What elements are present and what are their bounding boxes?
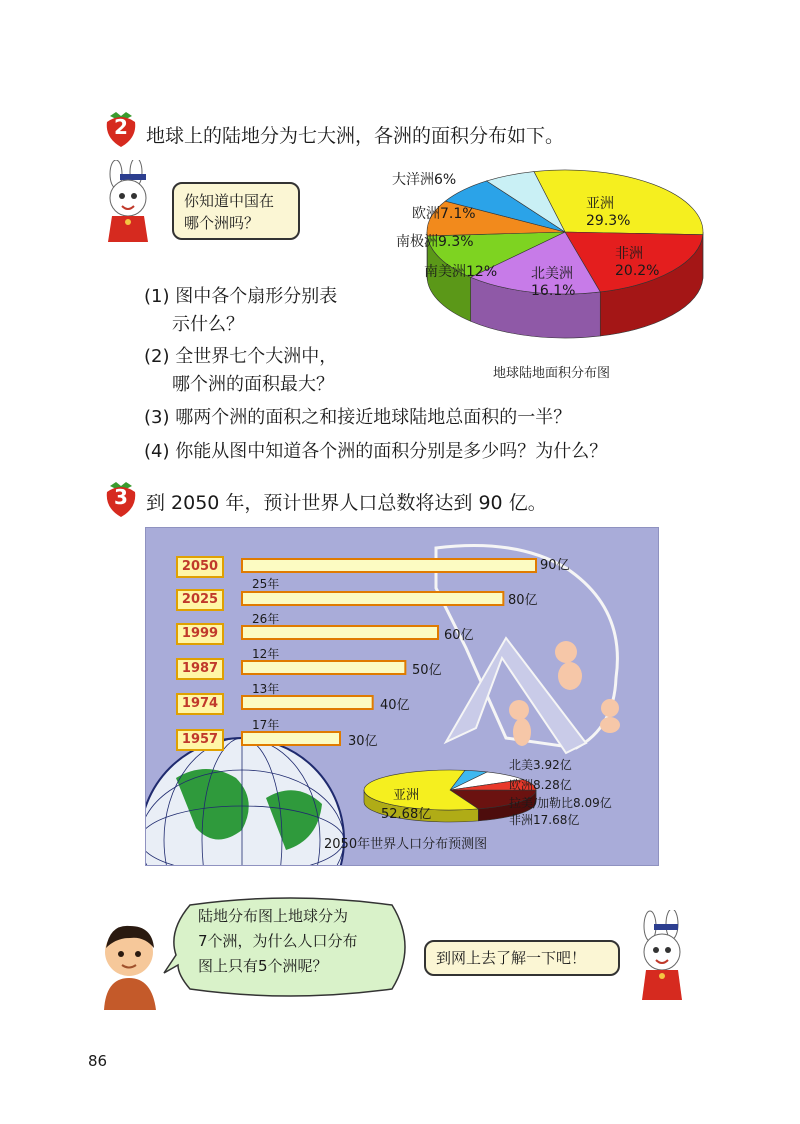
rabbit-question-bubble [172, 182, 300, 240]
year-label-1987: 1987 [176, 658, 224, 680]
year-gap-label: 13年 [252, 682, 280, 696]
pop-pie-caption: 2050年世界人口分布预测图 [324, 837, 488, 852]
rabbit-answer-bubble: 到网上去了解一下吧！ [424, 940, 620, 976]
bubble-line: 哪个洲吗？ [184, 214, 260, 232]
bar-value-2025: 80亿 [508, 593, 538, 608]
year-label-2025: 2025 [176, 589, 224, 611]
question-2: (2) 全世界七个大洲中， 哪个洲的面积最大？ [144, 346, 338, 395]
pie-label-europe: 欧洲7.1% [412, 206, 476, 222]
year-gap-label: 26年 [252, 612, 280, 626]
pie-label-asia: 亚洲 29.3% [586, 196, 631, 229]
bar-value-1999: 60亿 [444, 628, 474, 643]
pie-label-north-america: 北美洲 16.1% [531, 266, 576, 299]
pie-label-oceania: 大洋洲6% [392, 172, 457, 188]
problem-number: 3 [114, 485, 128, 509]
population-panel [145, 527, 659, 866]
problem-text: 地球上的陆地分为七大洲，各洲的面积分布如下。 [146, 125, 565, 147]
rabbit-teacher-icon [96, 160, 160, 246]
year-label-1957: 1957 [176, 729, 224, 751]
bar-value-2050: 90亿 [540, 558, 570, 573]
land-pie-caption: 地球陆地面积分布图 [493, 366, 611, 381]
page-number: 86 [88, 1052, 108, 1070]
boy-character-icon [96, 918, 162, 1010]
pop-label-africa: 非洲17.68亿 [509, 813, 580, 827]
pie-label-south-america: 南美洲12% [424, 264, 498, 280]
pie-label-africa: 非洲 20.2% [615, 246, 660, 279]
bubble-line: 你知道中国在 [184, 192, 275, 210]
question-3: (3) 哪两个洲的面积之和接近地球陆地总面积的一半？ [144, 407, 572, 428]
pop-label-latin-america: 拉美/加勒比8.09亿 [509, 796, 612, 810]
problem-number: 2 [114, 115, 128, 139]
problem-text: 到 2050 年，预计世界人口总数将达到 90 亿。 [146, 492, 547, 514]
bar-value-1974: 40亿 [380, 698, 410, 713]
year-gap-label: 25年 [252, 577, 280, 591]
pop-label-europe: 欧洲8.28亿 [509, 778, 572, 792]
boy-bubble-text: 陆地分布图上地球分为 7个洲，为什么人口分布 图上只有5个洲呢？ [198, 907, 358, 975]
question-4: (4) 你能从图中知道各个洲的面积分别是多少吗？为什么？ [144, 441, 608, 462]
rabbit-teacher-icon [630, 910, 694, 1002]
year-label-1999: 1999 [176, 623, 224, 645]
land-area-pie-chart [418, 165, 713, 340]
bar-value-1957: 30亿 [348, 734, 378, 749]
year-gap-label: 12年 [252, 647, 280, 661]
year-label-2050: 2050 [176, 556, 224, 578]
pop-label-asia: 亚洲 52.68亿 [381, 788, 432, 822]
bar-value-1987: 50亿 [412, 663, 442, 678]
question-1: (1) 图中各个扇形分别表 示什么？ [144, 286, 338, 335]
pop-label-north-america: 北美3.92亿 [509, 758, 572, 772]
pie-label-antarctica: 南极洲9.3% [396, 234, 474, 250]
year-gap-label: 17年 [252, 718, 280, 732]
year-label-1974: 1974 [176, 693, 224, 715]
